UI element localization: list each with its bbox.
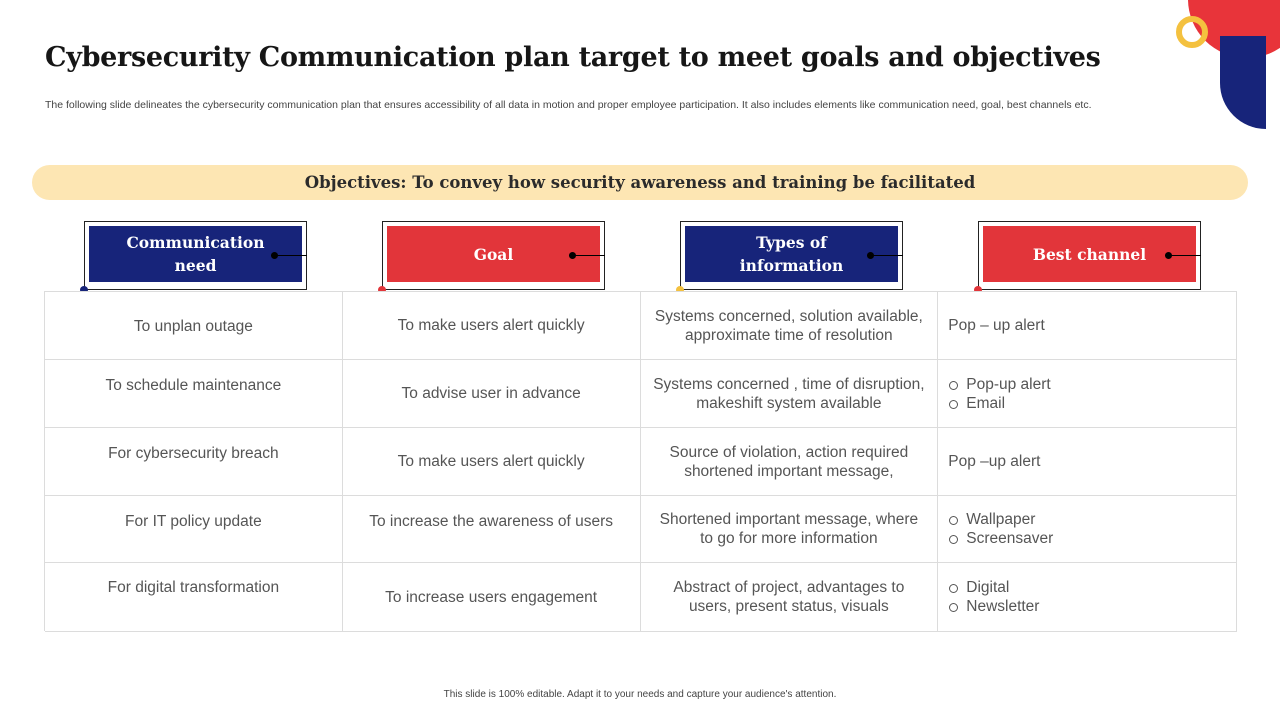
cell-best-channel bbox=[938, 428, 1237, 496]
channel-list bbox=[948, 510, 1053, 548]
connector-dot bbox=[867, 252, 874, 259]
list-item: Wallpaper bbox=[948, 510, 1053, 529]
header-goal bbox=[382, 221, 605, 290]
header-best-channel bbox=[978, 221, 1201, 290]
objectives-banner: Objectives: To convey how security awareness and training be facilitated bbox=[32, 165, 1248, 200]
channel-list bbox=[948, 578, 1039, 616]
connector-dot bbox=[569, 252, 576, 259]
header-label: Best channel bbox=[983, 226, 1196, 282]
table-row bbox=[45, 292, 1237, 360]
list-item: Digital bbox=[948, 578, 1039, 597]
channel-text: Pop –up alert bbox=[948, 453, 1041, 470]
cell-communication-need: For digital transformation bbox=[45, 563, 343, 632]
cell-goal: To increase users engagement bbox=[343, 563, 641, 632]
cell-goal: To advise user in advance bbox=[343, 360, 641, 428]
slide-footer: This slide is 100% editable. Adapt it to your needs and capture your audience's attention. bbox=[443, 689, 837, 700]
decor-navy-shape bbox=[1220, 36, 1266, 129]
channel-text: Pop – up alert bbox=[948, 317, 1045, 334]
cell-communication-need: To unplan outage bbox=[45, 292, 343, 360]
list-item: Pop-up alert bbox=[948, 375, 1050, 394]
cell-communication-need: For IT policy update bbox=[45, 496, 343, 563]
list-item: Newsletter bbox=[948, 597, 1039, 616]
slide-title: Cybersecurity Communication plan target to meet goals and objectives bbox=[45, 42, 1101, 73]
cell-best-channel bbox=[938, 292, 1237, 360]
channel-list bbox=[948, 375, 1050, 413]
connector-dot bbox=[271, 252, 278, 259]
cell-types-of-information: Abstract of project, advantages to users, present status, visuals bbox=[641, 563, 939, 632]
header-communication-need bbox=[84, 221, 307, 290]
cell-best-channel bbox=[938, 360, 1237, 428]
list-item: Email bbox=[948, 394, 1050, 413]
cell-goal: To increase the awareness of users bbox=[343, 496, 641, 563]
list-item: Screensaver bbox=[948, 529, 1053, 548]
table-row bbox=[45, 496, 1237, 563]
header-label: Types of information bbox=[685, 226, 898, 282]
decor-yellow-ring bbox=[1176, 16, 1208, 48]
header-label: Communication need bbox=[89, 226, 302, 282]
cell-types-of-information: Shortened important message, where to go for more information bbox=[641, 496, 939, 563]
table-row bbox=[45, 563, 1237, 632]
cell-types-of-information: Systems concerned , time of disruption, makeshift system available bbox=[641, 360, 939, 428]
cell-goal: To make users alert quickly bbox=[343, 428, 641, 496]
communication-plan-table bbox=[44, 291, 1237, 631]
table-row bbox=[45, 428, 1237, 496]
cell-types-of-information: Systems concerned, solution available, approximate time of resolution bbox=[641, 292, 939, 360]
cell-communication-need: To schedule maintenance bbox=[45, 360, 343, 428]
connector-dot bbox=[1165, 252, 1172, 259]
slide-subtitle: The following slide delineates the cybersecurity communication plan that ensures accessibility of all data in motion and proper employee participation. It also includes elements like communication need, goal, best channels etc. bbox=[45, 99, 1092, 111]
table-row bbox=[45, 360, 1237, 428]
cell-best-channel bbox=[938, 496, 1237, 563]
header-label: Goal bbox=[387, 226, 600, 282]
cell-communication-need: For cybersecurity breach bbox=[45, 428, 343, 496]
cell-types-of-information: Source of violation, action required shortened important message, bbox=[641, 428, 939, 496]
header-types-of-information bbox=[680, 221, 903, 290]
cell-best-channel bbox=[938, 563, 1237, 632]
cell-goal: To make users alert quickly bbox=[343, 292, 641, 360]
